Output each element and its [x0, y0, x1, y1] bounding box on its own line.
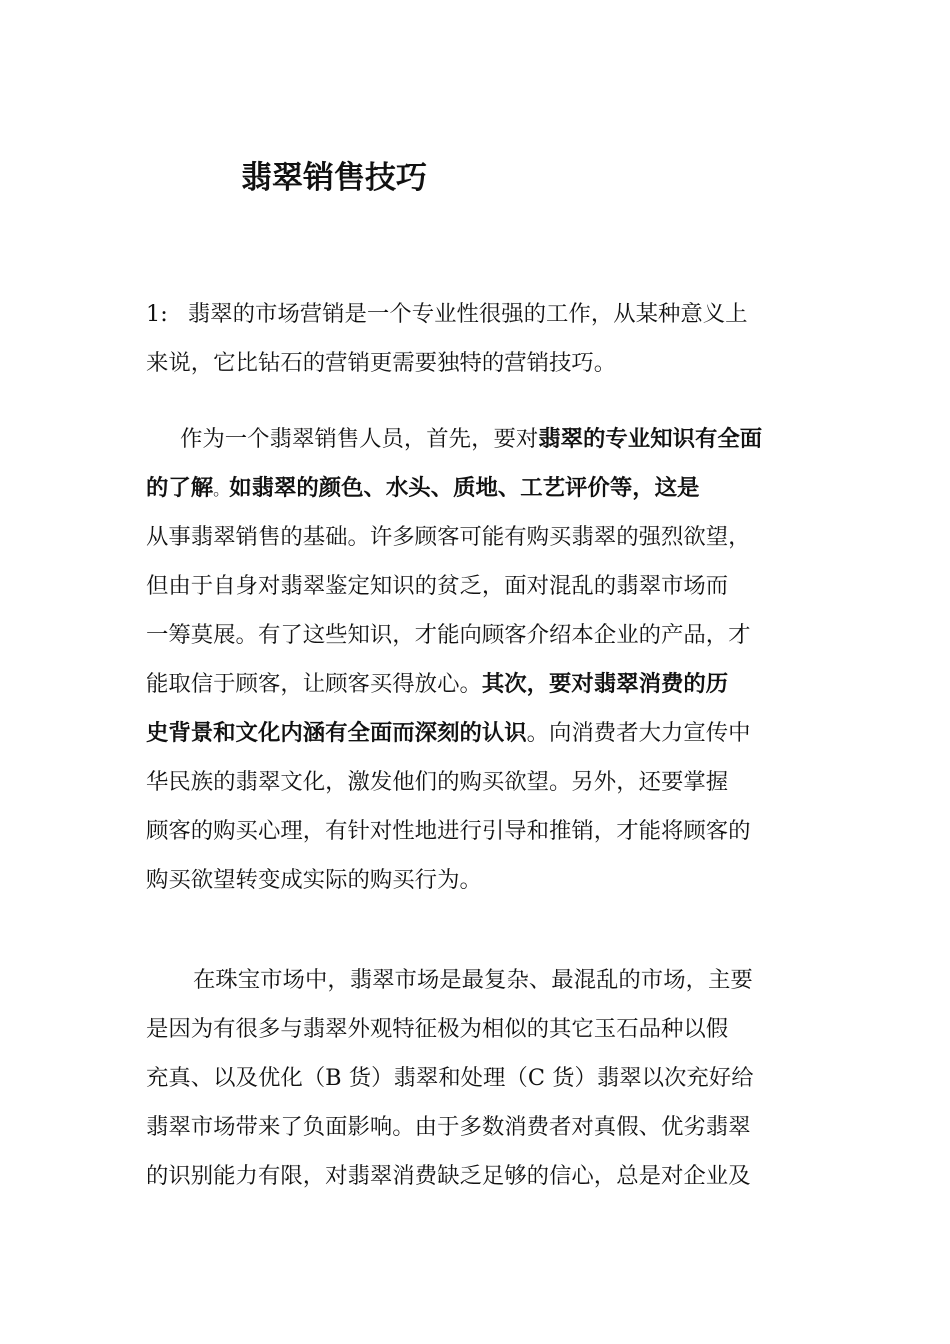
- paragraph-2-line-3: 从事翡翠销售的基础。许多顾客可能有购买翡翠的强烈欲望，: [146, 524, 751, 550]
- paragraph-3-line-2: 是因为有很多与翡翠外观特征极为相似的其它玉石品种以假: [146, 1016, 729, 1042]
- paragraph-3-line-5: 的识别能力有限，对翡翠消费缺乏足够的信心，总是对企业及: [146, 1163, 751, 1189]
- paragraph-2-line-8: 华民族的翡翠文化，激发他们的购买欲望。另外，还要掌握: [146, 769, 729, 795]
- paragraph-2-line-2: [146, 470, 699, 508]
- text: 。向消费者大力宣传中: [526, 720, 751, 746]
- paragraph-3-line-1: 在珠宝市场中，翡翠市场是最复杂、最混乱的市场，主要: [193, 967, 753, 993]
- paragraph-1-line-1: [146, 296, 748, 332]
- paragraph-3-line-4: 翡翠市场带来了负面影响。由于多数消费者对真假、优劣翡翠: [146, 1114, 751, 1140]
- paragraph-1-line-2: 来说，它比钻石的营销更需要独特的营销技巧。: [146, 350, 617, 376]
- text: 作为一个翡翠销售人员，首先，要对: [180, 426, 539, 452]
- paragraph-number: 1:: [146, 301, 168, 327]
- text: 翡翠的市场营销是一个专业性很强的工作，从某种意义上: [187, 301, 748, 327]
- bold-text: 史背景和文化内涵有全面而深刻的认识: [146, 720, 527, 746]
- paragraph-2-line-4: 但由于自身对翡翠鉴定知识的贫乏，面对混乱的翡翠市场而: [146, 573, 729, 599]
- bold-text: 其次，要对翡翠消费的历: [481, 671, 729, 697]
- paragraph-2-line-1: [180, 421, 762, 457]
- paragraph-2-line-6: [146, 666, 728, 702]
- bold-text: 的了解: [146, 475, 214, 501]
- document-title: 翡翠销售技巧: [241, 160, 427, 196]
- text: 能取信于顾客，让顾客买得放心。: [146, 671, 482, 697]
- paragraph-2-line-5: 一筹莫展。有了这些知识，才能向顾客介绍本企业的产品，才: [146, 622, 751, 648]
- paragraph-2-line-10: 购买欲望转变成实际的购买行为。: [146, 867, 482, 893]
- text: 。: [213, 480, 230, 499]
- paragraph-2-line-7: [146, 715, 751, 751]
- paragraph-3-line-3: 充真、以及优化（B 货）翡翠和处理（C 货）翡翠以次充好给: [146, 1065, 754, 1091]
- bold-text: 如翡翠的颜色、水头、质地、工艺评价等，这是: [229, 475, 700, 501]
- paragraph-2-line-9: 顾客的购买心理，有针对性地进行引导和推销，才能将顾客的: [146, 818, 751, 844]
- bold-text: 翡翠的专业知识有全面: [538, 426, 763, 452]
